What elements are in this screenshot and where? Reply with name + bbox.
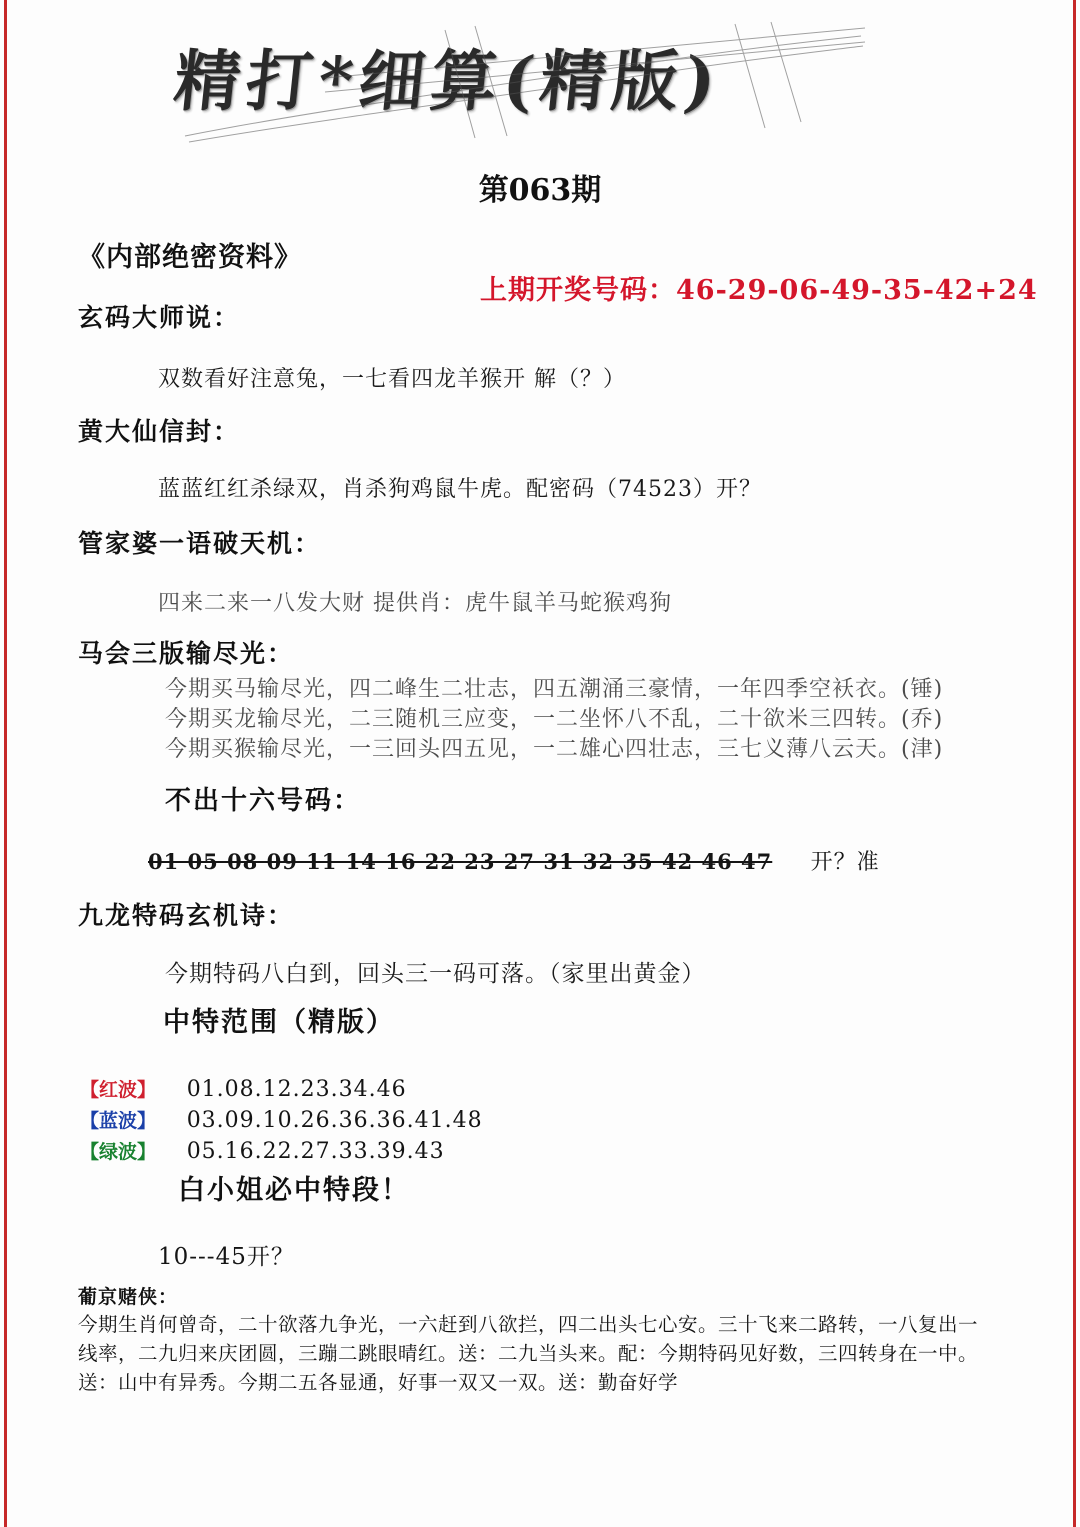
wave-row-red [80, 1075, 407, 1102]
wave-row-blue [80, 1106, 483, 1133]
section-heading-master: 玄码大师说： [78, 303, 241, 332]
right-red-border [1073, 0, 1076, 1527]
wave-numbers-red: 01.08.12.23.34.46 [186, 1077, 407, 1102]
no-code-numbers: 01 05 08 09 11 14 16 22 23 27 31 32 35 42 46 47 [148, 849, 773, 874]
no-code-label: 不出十六号码： [165, 786, 362, 816]
banner-artwork [170, 18, 865, 148]
gambler-title: 葡京赌侠： [78, 1286, 179, 1308]
miss-bai-line: 白小姐必中特段！ [178, 1175, 410, 1206]
no-code-row [148, 845, 880, 876]
section-line-mahui-2: 今期买龙输尽光，二三随机三应变，一二坐怀八不乱，二十欲米三四转。(乔) [165, 707, 944, 732]
gambler-line-3: 送：山中有异秀。今期二五各显通，好事一双又一双。送：勤奋好学 [78, 1371, 679, 1394]
wave-tag-red: 【红波】 [80, 1079, 157, 1101]
secret-label: 《内部绝密资料》 [78, 242, 302, 273]
range-title: 中特范围（精版） [163, 1007, 395, 1038]
section-heading-poem: 九龙特码玄机诗： [78, 901, 295, 930]
section-line-mahui-1: 今期买马输尽光，四二峰生二壮志，四五潮涌三豪情，一年四季空袄衣。(锤) [165, 677, 944, 702]
section-line-guanjiapo-1: 四来二来一八发大财 提供肖：虎牛鼠羊马蛇猴鸡狗 [158, 591, 672, 616]
last-draw-numbers: 上期开奖号码：46-29-06-49-35-42+24 [480, 275, 1038, 306]
section-heading-guanjiapo: 管家婆一语破天机： [78, 529, 322, 558]
wave-numbers-blue: 03.09.10.26.36.36.41.48 [186, 1108, 483, 1133]
banner-title: 精打*细算(精版) [170, 42, 726, 120]
wave-tag-green: 【绿波】 [80, 1141, 157, 1163]
section-heading-huangdaxian: 黄大仙信封： [78, 417, 241, 446]
gambler-line-1: 今期生肖何曾奇，二十欲落九争光，一六赶到八欲拦，四二出头七心安。三十飞来二路转，一八复出一 [78, 1313, 979, 1336]
section-line-huangdaxian-1: 蓝蓝红红杀绿双，肖杀狗鸡鼠牛虎。配密码（74523）开？ [158, 477, 762, 502]
left-red-border [4, 0, 7, 1527]
wave-numbers-green: 05.16.22.27.33.39.43 [186, 1139, 445, 1164]
section-line-poem-1: 今期特码八白到，回头三一码可落。（家里出黄金） [165, 961, 706, 987]
section-line-mahui-3: 今期买猴输尽光，一三回头四五见，一二雄心四壮志，三七义薄八云天。(津) [165, 737, 944, 762]
gambler-body [78, 1310, 1008, 1397]
wave-tag-blue: 【蓝波】 [80, 1110, 157, 1132]
section-line-master-1: 双数看好注意兔，一七看四龙羊猴开 解（？） [158, 367, 626, 392]
wave-row-green [80, 1137, 445, 1164]
gambler-line-2: 线率，二九归来庆团圆，三蹦二跳眼晴红。送：二九当头来。配：今期特码见好数，三四转身在一中。 [78, 1342, 979, 1365]
no-code-tail: 开？准 [810, 850, 880, 875]
ten-line: 10---45开？ [158, 1244, 295, 1270]
issue-number: 第063期 [478, 173, 602, 208]
section-heading-mahui: 马会三版输尽光： [78, 639, 295, 668]
